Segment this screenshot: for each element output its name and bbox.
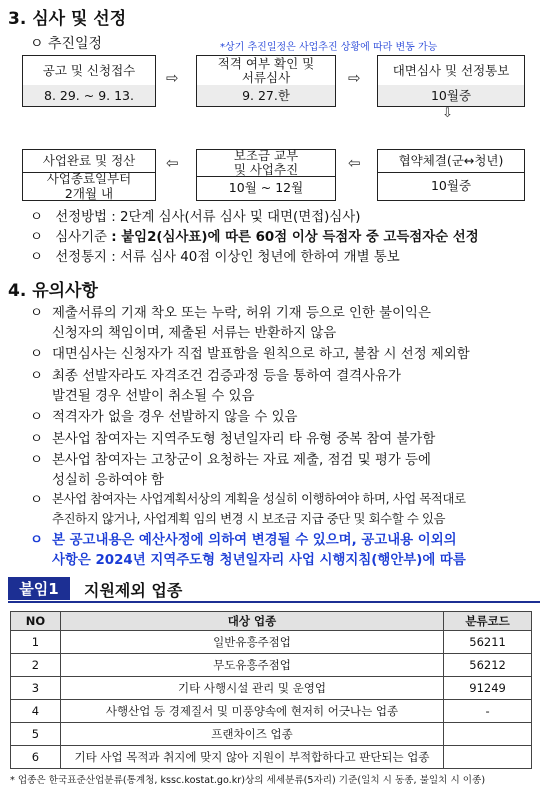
flow-box-review bbox=[196, 55, 336, 107]
notice-text: 발견될 경우 선발이 취소될 수 있음 bbox=[52, 389, 255, 404]
flow-box-title: 대면심사 및 선정통보 bbox=[378, 56, 524, 87]
schedule-label: ㅇ 추진일정 bbox=[30, 36, 103, 52]
notice-text: 대면심사는 신청자가 직접 발표함을 원칙으로 하고, 불참 시 선정 제외함 bbox=[52, 347, 470, 362]
table-row bbox=[11, 700, 532, 723]
table-cell: 사행산업 등 경제질서 및 미풍양속에 현저히 어긋나는 업종 bbox=[60, 700, 443, 723]
table-cell: 기타 사행시설 관리 및 운영업 bbox=[60, 677, 443, 700]
table-cell: 일반유흥주점업 bbox=[60, 631, 443, 654]
arrow-right-icon: ⇨ bbox=[348, 69, 361, 87]
notice-text: 성실히 응하여야 함 bbox=[52, 473, 164, 488]
flow-box-date: 9. 27.한 bbox=[197, 85, 335, 106]
bullet-marker: ㅇ bbox=[30, 230, 43, 245]
selection-criteria bbox=[30, 226, 479, 245]
notice-text: 추진하지 않거나, 사업계획 임의 변경 시 보조금 지급 중단 및 회수할 수 있음 bbox=[52, 511, 446, 526]
flow-box-title-line1: 적격 여부 확인 및 bbox=[217, 56, 315, 71]
flow-box-date-line1: 사업종료일부터 bbox=[46, 170, 132, 186]
notice-text: 사항은 2024년 지역주도형 청년일자리 사업 시행지침(행안부)에 따름 bbox=[52, 553, 466, 568]
bullet-marker: ㅇ bbox=[30, 306, 43, 321]
attachment-tag: 붙임1 bbox=[8, 577, 70, 600]
selection-method bbox=[30, 206, 360, 225]
arrow-right-icon: ⇨ bbox=[166, 69, 179, 87]
bullet-label: 심사기준 bbox=[55, 230, 107, 245]
flow-box-date: 10월 ~ 12월 bbox=[228, 180, 304, 195]
table-cell: 56212 bbox=[444, 654, 532, 677]
table-cell: 91249 bbox=[444, 677, 532, 700]
section-title: 4. 유의사항 bbox=[8, 281, 98, 301]
selection-notice bbox=[30, 246, 400, 265]
bullet-text: : 서류 심사 40점 이상인 청년에 한하여 개별 통보 bbox=[111, 250, 400, 265]
arrow-down-icon: ⇩ bbox=[442, 106, 453, 121]
table-row bbox=[11, 746, 532, 769]
flow-box-date: 10월중 bbox=[430, 178, 472, 193]
attachment-rule bbox=[8, 601, 540, 603]
table-cell: 무도유흥주점업 bbox=[60, 654, 443, 677]
bullet-marker: ㅇ bbox=[30, 453, 43, 468]
schedule-note: *상기 추진일정은 사업추진 상황에 따라 변동 가능 bbox=[220, 42, 438, 53]
flow-box-title bbox=[197, 56, 335, 87]
flow-box-date-line2: 2개월 내 bbox=[64, 185, 114, 201]
flow-box-title-line1: 보조금 교부 bbox=[233, 148, 299, 163]
bullet-label: 선정방법 bbox=[55, 210, 107, 225]
flow-box-subsidy bbox=[196, 149, 336, 201]
bullet-marker: ㅇ bbox=[30, 210, 43, 225]
bullet-text: : 2단계 심사(서류 심사 및 대면(면접)심사) bbox=[111, 210, 361, 225]
flow-box-date: 8. 29. ~ 9. 13. bbox=[23, 85, 155, 106]
flow-box-settlement bbox=[22, 149, 156, 201]
arrow-left-icon: ⇦ bbox=[348, 154, 361, 172]
table-cell bbox=[444, 723, 532, 746]
flow-box-title: 사업완료 및 정산 bbox=[23, 150, 155, 173]
bullet-marker: ㅇ bbox=[30, 347, 43, 362]
table-cell: - bbox=[444, 700, 532, 723]
table-cell: 6 bbox=[11, 746, 61, 769]
flow-box-date: 10월중 bbox=[378, 85, 524, 106]
column-header: NO bbox=[11, 612, 61, 631]
table-cell: 1 bbox=[11, 631, 61, 654]
table-cell: 5 bbox=[11, 723, 61, 746]
bullet-label: 선정통지 bbox=[55, 250, 107, 265]
table-cell: 기타 사업 목적과 취지에 맞지 않아 지원이 부적합하다고 판단되는 업종 bbox=[60, 746, 443, 769]
column-header: 분류코드 bbox=[444, 612, 532, 631]
bullet-marker: ㅇ bbox=[30, 410, 43, 425]
column-header: 대상 업종 bbox=[60, 612, 443, 631]
bullet-marker: ㅇ bbox=[30, 369, 43, 384]
bullet-marker: ㅇ bbox=[30, 533, 43, 548]
table-cell: 2 bbox=[11, 654, 61, 677]
flow-box-title-line2: 및 사업추진 bbox=[233, 162, 299, 177]
flow-box-date bbox=[23, 171, 155, 200]
flow-box-agreement bbox=[377, 149, 525, 201]
table-cell: 56211 bbox=[444, 631, 532, 654]
table-row bbox=[11, 677, 532, 700]
notice-text: 본 공고내용은 예산사정에 의하여 변경될 수 있으며, 공고내용 이외의 bbox=[52, 533, 457, 548]
bullet-marker: ㅇ bbox=[30, 432, 43, 447]
flow-box-interview bbox=[377, 55, 525, 107]
attachment-title: 지원제외 업종 bbox=[84, 581, 183, 600]
notice-text: 최종 선발자라도 자격조건 검증과정 등을 통하여 결격사유가 bbox=[52, 369, 401, 384]
table-header-row bbox=[11, 612, 532, 631]
table-row bbox=[11, 631, 532, 654]
bullet-marker: ㅇ bbox=[30, 250, 43, 265]
table-cell bbox=[444, 746, 532, 769]
notice-text: 본사업 참여자는 지역주도형 청년일자리 타 유형 중복 참여 불가함 bbox=[52, 432, 436, 447]
notice-text: 신청자의 책임이며, 제출된 서류는 반환하지 않음 bbox=[52, 326, 337, 341]
notice-text: 적격자가 없을 경우 선발하지 않을 수 있음 bbox=[52, 410, 298, 425]
flow-box-title: 협약체결(군↔청년) bbox=[378, 150, 524, 173]
notice-text: 본사업 참여자는 사업계획서상의 계획을 성실히 이행하여야 하며, 사업 목적대로 bbox=[52, 491, 466, 506]
table-cell: 4 bbox=[11, 700, 61, 723]
arrow-left-icon: ⇦ bbox=[166, 154, 179, 172]
footnote: * 업종은 한국표준산업분류(통계청, kssc.kostat.go.kr)상의 세세분류(5자리) 기준(일치 시 동종, 불일치 시 이종) bbox=[10, 775, 486, 786]
flow-box-application bbox=[22, 55, 156, 107]
notice-text: 본사업 참여자는 고창군이 요청하는 자료 제출, 점검 및 평가 등에 bbox=[52, 453, 431, 468]
table-cell: 3 bbox=[11, 677, 61, 700]
table-row bbox=[11, 654, 532, 677]
flow-box-title-line2: 서류심사 bbox=[241, 70, 291, 85]
bullet-text: : 붙임2(심사표)에 따른 60점 이상 득점자 중 고득점자순 선정 bbox=[111, 230, 479, 245]
table-cell: 프랜차이즈 업종 bbox=[60, 723, 443, 746]
flow-box-title bbox=[197, 150, 335, 177]
section-title: 3. 심사 및 선정 bbox=[8, 9, 127, 29]
notice-text: 제출서류의 기재 착오 또는 누락, 허위 기재 등으로 인한 불이익은 bbox=[52, 306, 431, 321]
table-row bbox=[11, 723, 532, 746]
flow-box-title: 공고 및 신청접수 bbox=[23, 56, 155, 87]
excluded-industries-table bbox=[10, 611, 532, 769]
bullet-marker: ㅇ bbox=[30, 493, 43, 508]
